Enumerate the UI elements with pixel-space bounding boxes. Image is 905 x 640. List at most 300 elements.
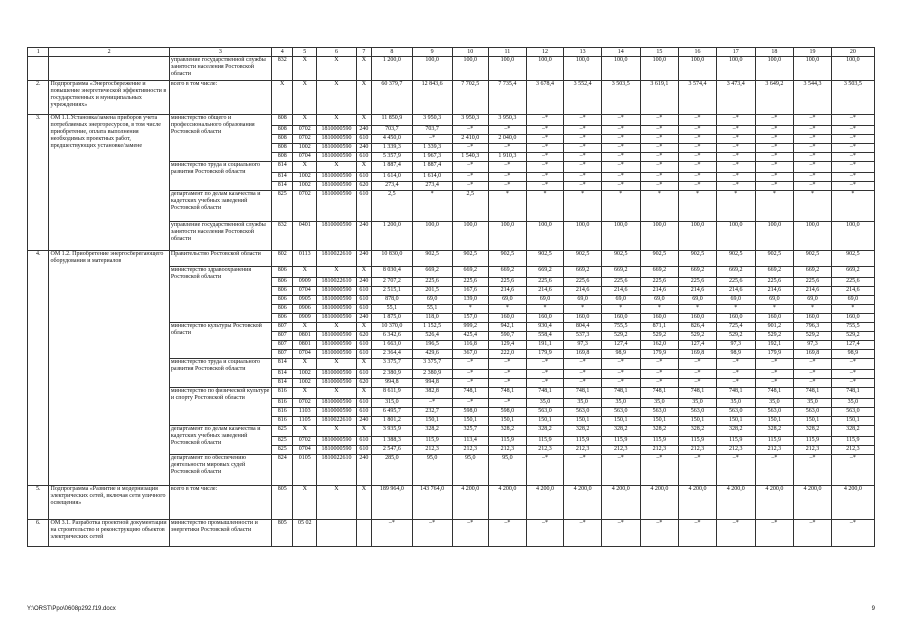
- value-cell: –*: [640, 115, 679, 126]
- column-number-cell: 7: [356, 48, 371, 57]
- value-cell: –*: [640, 455, 679, 486]
- value-cell: 60 379,7: [371, 81, 412, 115]
- value-cell: 328,2: [679, 426, 717, 437]
- value-cell: –*: [452, 370, 489, 379]
- value-cell: –*: [831, 144, 874, 153]
- value-cell: 669,2: [679, 267, 717, 278]
- value-cell: 1810000590: [317, 135, 357, 144]
- value-cell: 100,0: [716, 57, 755, 81]
- value-cell: –*: [601, 153, 640, 162]
- column-number-cell: 14: [601, 48, 640, 57]
- value-cell: 196,5: [412, 341, 452, 350]
- value-cell: 328,2: [412, 426, 452, 437]
- value-cell: –*: [794, 144, 832, 153]
- value-cell: 814: [271, 182, 292, 191]
- value-cell: 1810000590: [317, 287, 357, 296]
- value-cell: 1810000590: [317, 126, 357, 135]
- value-cell: –*: [526, 520, 564, 547]
- executor-cell: департамент по делам казачества и кадетских учебных заведений Ростовской области: [169, 191, 271, 222]
- value-cell: 214,6: [601, 287, 640, 296]
- value-cell: –*: [526, 182, 564, 191]
- value-cell: 529,2: [755, 332, 794, 341]
- value-cell: 4 200,0: [679, 486, 717, 520]
- value-cell: 805: [271, 486, 292, 520]
- value-cell: 808: [271, 144, 292, 153]
- column-number-cell: 8: [371, 48, 412, 57]
- value-cell: 328,2: [831, 426, 874, 437]
- value-cell: –*: [489, 520, 527, 547]
- value-cell: 796,3: [794, 323, 832, 332]
- value-cell: 1 801,2: [371, 417, 412, 426]
- value-cell: 160,0: [601, 314, 640, 323]
- value-cell: *: [716, 305, 755, 314]
- value-cell: 8 030,4: [371, 267, 412, 278]
- value-cell: 100,0: [679, 222, 717, 251]
- value-cell: 806: [271, 305, 292, 314]
- value-cell: 192,1: [755, 341, 794, 350]
- value-cell: 1105: [293, 417, 317, 426]
- value-cell: 150,1: [755, 417, 794, 426]
- value-cell: 35,0: [679, 399, 717, 408]
- value-cell: 1 339,3: [412, 144, 452, 153]
- value-cell: 189 964,0: [371, 486, 412, 520]
- value-cell: –*: [601, 173, 640, 182]
- value-cell: 100,0: [526, 57, 564, 81]
- value-cell: 214,6: [564, 287, 602, 296]
- value-cell: 825: [271, 437, 292, 446]
- value-cell: X: [293, 426, 317, 437]
- value-cell: 4 200,0: [564, 486, 602, 520]
- value-cell: 169,8: [679, 350, 717, 359]
- value-cell: 0704: [293, 446, 317, 455]
- value-cell: –*: [755, 379, 794, 388]
- value-cell: –*: [412, 520, 452, 547]
- value-cell: 755,5: [831, 323, 874, 332]
- executor-cell: министерство по физической культуре и спорту Ростовской области: [169, 388, 271, 426]
- budget-table-sheet: [27, 47, 875, 547]
- value-cell: 150,1: [526, 417, 564, 426]
- value-cell: –*: [716, 520, 755, 547]
- value-cell: 871,1: [640, 323, 679, 332]
- value-cell: –*: [679, 379, 717, 388]
- value-cell: 69,0: [831, 296, 874, 305]
- value-cell: 167,6: [452, 287, 489, 296]
- value-cell: –*: [526, 135, 564, 144]
- value-cell: 240: [356, 455, 371, 486]
- column-number-cell: 5: [293, 48, 317, 57]
- value-cell: –*: [831, 126, 874, 135]
- executor-cell: министерство труда и социального развития Ростовской области: [169, 162, 271, 191]
- value-cell: –*: [564, 144, 602, 153]
- value-cell: –*: [794, 173, 832, 182]
- value-cell: 0906: [293, 305, 317, 314]
- value-cell: 5 357,9: [371, 153, 412, 162]
- value-cell: 100,0: [564, 222, 602, 251]
- table-row: [28, 251, 875, 267]
- value-cell: *: [755, 305, 794, 314]
- value-cell: 814: [271, 370, 292, 379]
- value-cell: 4 200,0: [794, 486, 832, 520]
- value-cell: 225,6: [679, 278, 717, 287]
- value-cell: *: [794, 191, 832, 222]
- value-cell: 212,3: [755, 446, 794, 455]
- value-cell: [317, 520, 357, 547]
- value-cell: 703,7: [412, 126, 452, 135]
- value-cell: –*: [640, 370, 679, 379]
- value-cell: –*: [564, 455, 602, 486]
- value-cell: 69,0: [755, 296, 794, 305]
- value-cell: 214,6: [755, 287, 794, 296]
- value-cell: 69,0: [412, 296, 452, 305]
- value-cell: 4 200,0: [640, 486, 679, 520]
- value-cell: –*: [489, 399, 527, 408]
- value-cell: 669,2: [640, 267, 679, 278]
- value-cell: 814: [271, 162, 292, 173]
- value-cell: –*: [716, 370, 755, 379]
- value-cell: –*: [831, 182, 874, 191]
- value-cell: 225,6: [831, 278, 874, 287]
- value-cell: 1810000590: [317, 153, 357, 162]
- value-cell: 328,2: [716, 426, 755, 437]
- value-cell: 807: [271, 350, 292, 359]
- value-cell: 214,6: [794, 287, 832, 296]
- value-cell: –*: [831, 359, 874, 370]
- value-cell: –*: [564, 173, 602, 182]
- value-cell: 150,1: [679, 417, 717, 426]
- value-cell: 610: [356, 296, 371, 305]
- value-cell: 115,9: [564, 437, 602, 446]
- value-cell: 529,2: [716, 332, 755, 341]
- value-cell: 95,0: [489, 455, 527, 486]
- value-cell: 703,7: [371, 126, 412, 135]
- value-cell: 1810022610: [317, 455, 357, 486]
- value-cell: –*: [489, 370, 527, 379]
- value-cell: –*: [601, 126, 640, 135]
- value-cell: –*: [601, 135, 640, 144]
- value-cell: 100,0: [679, 57, 717, 81]
- value-cell: X: [356, 57, 371, 81]
- value-cell: 160,0: [831, 314, 874, 323]
- value-cell: 240: [356, 314, 371, 323]
- value-cell: X: [293, 267, 317, 278]
- value-cell: –*: [564, 359, 602, 370]
- value-cell: 4 450,0: [371, 135, 412, 144]
- executor-cell: управление государственной службы занятости населения Ростовской области: [169, 222, 271, 251]
- row-number-cell: [28, 57, 49, 81]
- value-cell: 1810022610: [317, 278, 357, 287]
- value-cell: X: [317, 267, 357, 278]
- value-cell: 100,0: [794, 57, 832, 81]
- value-cell: 526,4: [412, 332, 452, 341]
- value-cell: *: [601, 191, 640, 222]
- value-cell: 669,2: [526, 267, 564, 278]
- value-cell: 1810000590: [317, 341, 357, 350]
- value-cell: 55,1: [412, 305, 452, 314]
- value-cell: 100,0: [526, 222, 564, 251]
- value-cell: 3 950,3: [452, 115, 489, 126]
- value-cell: 169,8: [794, 350, 832, 359]
- value-cell: 590,7: [489, 332, 527, 341]
- value-cell: X: [293, 323, 317, 332]
- value-cell: –*: [640, 520, 679, 547]
- value-cell: 902,5: [794, 251, 832, 267]
- value-cell: 212,3: [412, 446, 452, 455]
- value-cell: 902,5: [452, 251, 489, 267]
- value-cell: 669,2: [412, 267, 452, 278]
- value-cell: 212,3: [452, 446, 489, 455]
- value-cell: X: [293, 115, 317, 126]
- value-cell: 240: [356, 278, 371, 287]
- value-cell: –*: [412, 135, 452, 144]
- value-cell: 563,0: [640, 408, 679, 417]
- value-cell: 0702: [293, 191, 317, 222]
- value-cell: –*: [679, 182, 717, 191]
- value-cell: 824: [271, 455, 292, 486]
- value-cell: 902,5: [755, 251, 794, 267]
- row-number-cell: 2.: [28, 81, 49, 115]
- value-cell: 3 649,2: [755, 81, 794, 115]
- value-cell: 212,3: [526, 446, 564, 455]
- value-cell: 2 380,9: [371, 370, 412, 379]
- value-cell: 150,1: [412, 417, 452, 426]
- value-cell: –*: [679, 144, 717, 153]
- value-cell: 2 040,0: [489, 135, 527, 144]
- value-cell: –*: [679, 520, 717, 547]
- value-cell: 610: [356, 305, 371, 314]
- value-cell: 201,5: [412, 287, 452, 296]
- value-cell: 115,9: [412, 437, 452, 446]
- value-cell: 150,1: [640, 417, 679, 426]
- value-cell: –*: [831, 162, 874, 173]
- value-cell: –*: [831, 153, 874, 162]
- value-cell: 212,3: [794, 446, 832, 455]
- value-cell: 367,0: [452, 350, 489, 359]
- value-cell: –*: [601, 359, 640, 370]
- value-cell: 10 370,0: [371, 323, 412, 332]
- value-cell: –*: [679, 153, 717, 162]
- column-number-cell: 3: [169, 48, 271, 57]
- value-cell: 748,1: [601, 388, 640, 399]
- value-cell: 0801: [293, 332, 317, 341]
- value-cell: 225,6: [640, 278, 679, 287]
- value-cell: –*: [452, 359, 489, 370]
- value-cell: –*: [716, 182, 755, 191]
- column-number-cell: 18: [755, 48, 794, 57]
- value-cell: 118,0: [412, 314, 452, 323]
- value-cell: –*: [716, 135, 755, 144]
- value-cell: 755,5: [601, 323, 640, 332]
- value-cell: 225,6: [452, 278, 489, 287]
- value-cell: –*: [452, 399, 489, 408]
- value-cell: 100,0: [489, 222, 527, 251]
- value-cell: 100,0: [831, 57, 874, 81]
- value-cell: 4 200,0: [601, 486, 640, 520]
- value-cell: 273,4: [371, 182, 412, 191]
- value-cell: –*: [564, 370, 602, 379]
- value-cell: 1002: [293, 182, 317, 191]
- value-cell: –*: [564, 182, 602, 191]
- value-cell: 610: [356, 341, 371, 350]
- value-cell: 0702: [293, 126, 317, 135]
- value-cell: 35,0: [526, 399, 564, 408]
- value-cell: 69,0: [716, 296, 755, 305]
- value-cell: –*: [564, 153, 602, 162]
- value-cell: –*: [716, 144, 755, 153]
- value-cell: –*: [526, 162, 564, 173]
- value-cell: 150,1: [831, 417, 874, 426]
- value-cell: –*: [640, 173, 679, 182]
- value-cell: –*: [601, 115, 640, 126]
- value-cell: 4 200,0: [831, 486, 874, 520]
- value-cell: 69,0: [489, 296, 527, 305]
- value-cell: 240: [356, 222, 371, 251]
- value-cell: –*: [755, 162, 794, 173]
- value-cell: –*: [526, 455, 564, 486]
- value-cell: 807: [271, 323, 292, 332]
- value-cell: 115,9: [755, 437, 794, 446]
- budget-table: [27, 47, 875, 547]
- page-number: 9: [871, 606, 875, 612]
- value-cell: –*: [794, 126, 832, 135]
- value-cell: 225,6: [412, 278, 452, 287]
- value-cell: 4 200,0: [526, 486, 564, 520]
- value-cell: –*: [755, 115, 794, 126]
- value-cell: 942,1: [489, 323, 527, 332]
- value-cell: X: [356, 115, 371, 126]
- column-number-cell: 20: [831, 48, 874, 57]
- value-cell: 598,0: [452, 408, 489, 417]
- value-cell: 11 850,9: [371, 115, 412, 126]
- value-cell: 2,5: [452, 191, 489, 222]
- executor-cell: министерство культуры Ростовской области: [169, 323, 271, 359]
- value-cell: –*: [831, 115, 874, 126]
- value-cell: 832: [271, 57, 292, 81]
- value-cell: –*: [794, 135, 832, 144]
- column-number-cell: 2: [49, 48, 169, 57]
- value-cell: 214,6: [831, 287, 874, 296]
- value-cell: 325,7: [452, 426, 489, 437]
- column-number-cell: 17: [716, 48, 755, 57]
- value-cell: –*: [755, 455, 794, 486]
- value-cell: X: [317, 57, 357, 81]
- value-cell: 69,0: [679, 296, 717, 305]
- value-cell: 225,6: [794, 278, 832, 287]
- value-cell: 563,0: [564, 408, 602, 417]
- value-cell: 610: [356, 135, 371, 144]
- value-cell: –*: [640, 182, 679, 191]
- executor-cell: всего в том числе:: [169, 81, 271, 115]
- value-cell: 832: [271, 222, 292, 251]
- value-cell: 0704: [293, 350, 317, 359]
- value-cell: 0702: [293, 437, 317, 446]
- value-cell: 1002: [293, 370, 317, 379]
- value-cell: 804,4: [564, 323, 602, 332]
- value-cell: *: [526, 191, 564, 222]
- value-cell: 8 611,9: [371, 388, 412, 399]
- value-cell: –*: [679, 126, 717, 135]
- value-cell: X: [293, 388, 317, 399]
- value-cell: –*: [564, 379, 602, 388]
- value-cell: 748,1: [526, 388, 564, 399]
- value-cell: 214,6: [489, 287, 527, 296]
- value-cell: –*: [794, 520, 832, 547]
- value-cell: –*: [794, 162, 832, 173]
- value-cell: 3 375,7: [412, 359, 452, 370]
- value-cell: –*: [526, 379, 564, 388]
- value-cell: 806: [271, 278, 292, 287]
- row-number-cell: 5.: [28, 486, 49, 520]
- value-cell: 4 200,0: [489, 486, 527, 520]
- value-cell: 328,2: [601, 426, 640, 437]
- executor-cell: министерство общего и профессионального образования Ростовской области: [169, 115, 271, 162]
- value-cell: 669,2: [755, 267, 794, 278]
- value-cell: 529,2: [831, 332, 874, 341]
- value-cell: –*: [679, 370, 717, 379]
- value-cell: 814: [271, 173, 292, 182]
- value-cell: 225,6: [601, 278, 640, 287]
- value-cell: 0801: [293, 341, 317, 350]
- executor-cell: департамент по делам казачества и кадетских учебных заведений Ростовской области: [169, 426, 271, 455]
- value-cell: 1 663,0: [371, 341, 412, 350]
- value-cell: 150,1: [564, 417, 602, 426]
- column-number-cell: 10: [452, 48, 489, 57]
- file-path-label: Y:\ORST\Ppo\0608p292.f19.docx: [27, 606, 116, 612]
- value-cell: 115,9: [640, 437, 679, 446]
- value-cell: 212,3: [489, 446, 527, 455]
- value-cell: 12 843,6: [412, 81, 452, 115]
- value-cell: –*: [794, 370, 832, 379]
- value-cell: X: [317, 426, 357, 437]
- value-cell: 748,1: [640, 388, 679, 399]
- value-cell: 825: [271, 191, 292, 222]
- value-cell: X: [356, 162, 371, 173]
- value-cell: 139,0: [452, 296, 489, 305]
- value-cell: –*: [526, 173, 564, 182]
- value-cell: –*: [489, 359, 527, 370]
- value-cell: 748,1: [564, 388, 602, 399]
- value-cell: 382,8: [412, 388, 452, 399]
- value-cell: X: [356, 388, 371, 399]
- value-cell: *: [794, 305, 832, 314]
- value-cell: –*: [452, 162, 489, 173]
- value-cell: 725,4: [716, 323, 755, 332]
- value-cell: 669,2: [601, 267, 640, 278]
- value-cell: 225,6: [564, 278, 602, 287]
- value-cell: 563,0: [831, 408, 874, 417]
- value-cell: 0401: [293, 222, 317, 251]
- value-cell: 212,3: [831, 446, 874, 455]
- value-cell: 610: [356, 399, 371, 408]
- value-cell: 240: [356, 126, 371, 135]
- row-number-cell: 6.: [28, 520, 49, 547]
- value-cell: X: [293, 486, 317, 520]
- value-cell: –*: [601, 455, 640, 486]
- value-cell: 115,9: [794, 437, 832, 446]
- value-cell: 558,4: [526, 332, 564, 341]
- value-cell: 610: [356, 437, 371, 446]
- value-cell: 160,0: [489, 314, 527, 323]
- value-cell: 1810000590: [317, 182, 357, 191]
- value-cell: 563,0: [755, 408, 794, 417]
- value-cell: –*: [794, 153, 832, 162]
- value-cell: –*: [755, 520, 794, 547]
- value-cell: 826,4: [679, 323, 717, 332]
- value-cell: –*: [831, 135, 874, 144]
- value-cell: –*: [794, 115, 832, 126]
- value-cell: 610: [356, 370, 371, 379]
- value-cell: X: [317, 115, 357, 126]
- value-cell: –*: [564, 162, 602, 173]
